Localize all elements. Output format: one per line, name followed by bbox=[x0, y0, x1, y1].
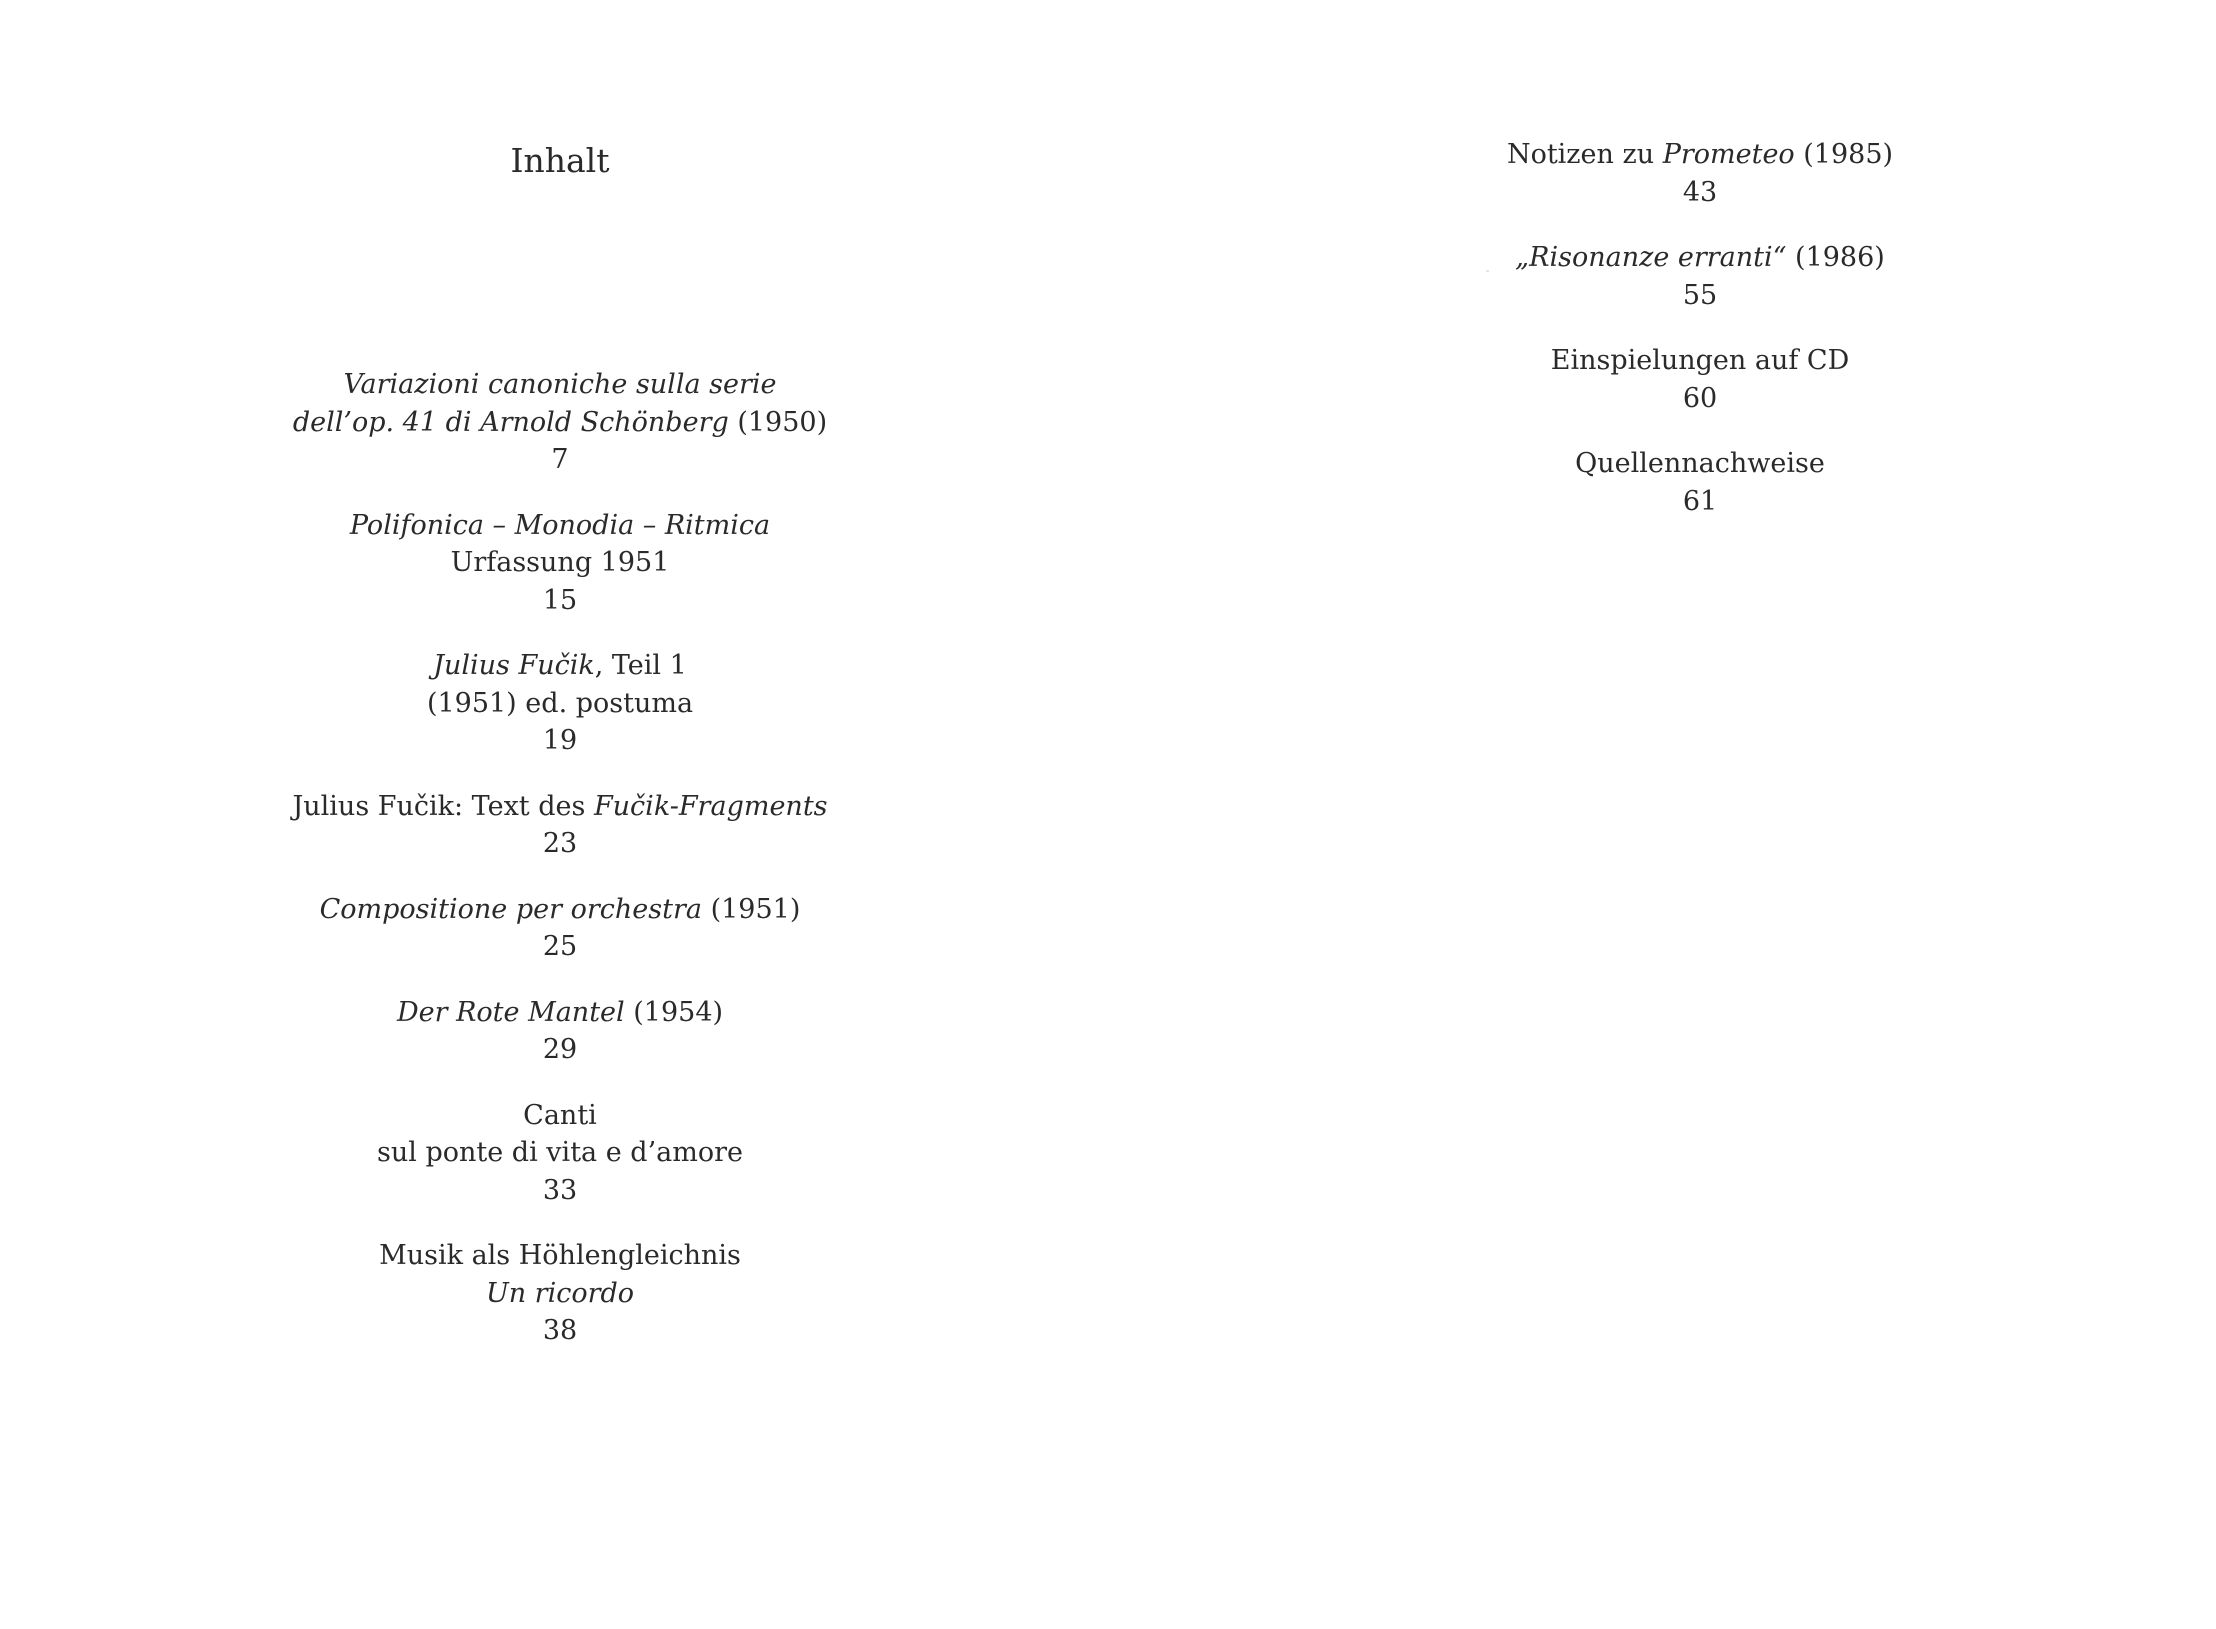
entry-title-italic: Fučik-Fragments bbox=[593, 790, 828, 822]
entry-year: (1985) bbox=[1794, 139, 1894, 170]
entry-title: Notizen zu bbox=[1506, 139, 1663, 170]
page-number: 60 bbox=[1682, 382, 1718, 414]
page-number: 43 bbox=[1682, 176, 1718, 208]
toc-entry-fucik-text bbox=[260, 788, 860, 863]
entry-title-line bbox=[1380, 136, 2020, 174]
entry-subtitle: Un ricordo bbox=[485, 1277, 635, 1309]
entry-year: (1986) bbox=[1786, 242, 1885, 273]
scan-speck bbox=[1486, 270, 1489, 272]
entry-title-line bbox=[260, 647, 860, 685]
entry-year: (1951) bbox=[701, 893, 801, 925]
page-number: 33 bbox=[542, 1174, 578, 1206]
entry-title: Variazioni canoniche sulla serie bbox=[343, 369, 777, 400]
entry-subtitle: Urfassung 1951 bbox=[450, 547, 670, 578]
entry-title-line bbox=[1380, 239, 2020, 277]
entry-subtitle: (1951) ed. postuma bbox=[426, 687, 694, 719]
entry-title: Polifonica – Monodia – Ritmica bbox=[349, 509, 771, 541]
toc-entry-quellennachweise bbox=[1380, 445, 2020, 520]
toc-entry-canti bbox=[260, 1097, 860, 1210]
entry-title: Einspielungen auf CD bbox=[1550, 345, 1850, 376]
page-number: 55 bbox=[1682, 279, 1718, 311]
entry-title-line bbox=[260, 891, 860, 929]
entry-title-continued bbox=[260, 404, 860, 442]
entry-title-suffix: , Teil 1 bbox=[594, 650, 687, 681]
entry-title: Canti bbox=[523, 1099, 597, 1131]
entry-title: Musik als Höhlengleichnis bbox=[379, 1240, 741, 1271]
page-title: Inhalt bbox=[510, 141, 610, 180]
page-number: 23 bbox=[542, 828, 578, 859]
entry-title: Quellennachweise bbox=[1575, 448, 1825, 479]
table-of-contents-right bbox=[1380, 136, 2020, 548]
entry-title-part: dell’op. 41 di Arnold Schönberg bbox=[292, 406, 729, 438]
table-of-contents-left bbox=[260, 366, 860, 1378]
entry-year: (1954) bbox=[624, 996, 724, 1028]
entry-title-line bbox=[260, 994, 860, 1032]
toc-entry-der-rote-mantel bbox=[260, 994, 860, 1069]
page-number: 61 bbox=[1682, 485, 1718, 517]
entry-subtitle: sul ponte di vita e d’amore bbox=[377, 1137, 743, 1168]
entry-title-italic: Prometeo bbox=[1662, 139, 1795, 170]
entry-title: Julius Fučik bbox=[433, 650, 595, 681]
page-number: 29 bbox=[542, 1034, 578, 1065]
entry-title: Compositione per orchestra bbox=[319, 893, 702, 925]
toc-entry-musik-als-hoehlengleichnis bbox=[260, 1237, 860, 1350]
entry-title: Julius Fučik: Text des bbox=[292, 790, 594, 822]
page-number: 19 bbox=[542, 725, 578, 756]
entry-year: (1950) bbox=[728, 406, 828, 438]
entry-title: „Risonanze erranti“ bbox=[1515, 242, 1787, 273]
page-number: 38 bbox=[542, 1315, 578, 1346]
page-number: 7 bbox=[551, 444, 569, 475]
page-number: 15 bbox=[542, 584, 578, 616]
toc-entry-variazioni-canoniche bbox=[260, 366, 860, 479]
toc-entry-risonanze-erranti bbox=[1380, 239, 2020, 314]
toc-entry-einspielungen bbox=[1380, 342, 2020, 417]
page-number: 25 bbox=[542, 931, 578, 962]
toc-entry-polifonica bbox=[260, 507, 860, 620]
entry-title: Der Rote Mantel bbox=[396, 996, 625, 1028]
toc-entry-julius-fucik-teil-1 bbox=[260, 647, 860, 760]
toc-entry-notizen-zu-prometeo bbox=[1380, 136, 2020, 211]
entry-title-line bbox=[260, 788, 860, 826]
toc-entry-compositione bbox=[260, 891, 860, 966]
